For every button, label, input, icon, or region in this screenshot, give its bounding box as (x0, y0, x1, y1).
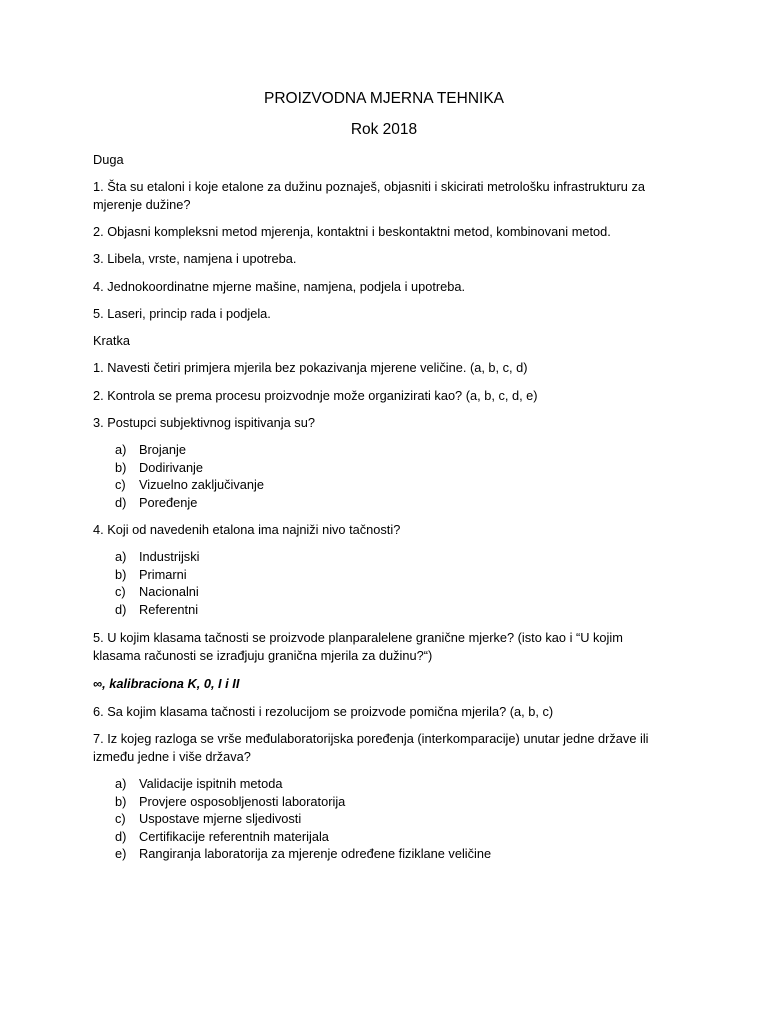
short-question-5-line-1: 5. U kojim klasama tačnosti se proizvode planparalelene granične mjerke? (isto kao i “U kojim (93, 630, 623, 645)
long-question-4: 4. Jednokoordinatne mjerne mašine, namjena, podjela i upotreba. (93, 279, 466, 294)
option-label: c) (115, 811, 126, 826)
short-question-7-line-2: između jedne i više država? (93, 749, 251, 764)
short-question-7-line-1: 7. Iz kojeg razloga se vrše međulaboratorijska poređenja (interkomparacije) unutar jedne države ili (93, 731, 649, 746)
short-question-1: 1. Navesti četiri primjera mjerila bez pokazivanja mjerene veličine. (a, b, c, d) (93, 360, 528, 375)
option-text: Nacionalni (139, 584, 199, 599)
option-list-item (115, 828, 329, 846)
option-list-item (115, 601, 198, 619)
option-label: a) (115, 549, 127, 564)
option-text: Validacije ispitnih metoda (139, 776, 283, 791)
option-list-item (115, 459, 203, 477)
short-question-2: 2. Kontrola se prema procesu proizvodnje može organizirati kao? (a, b, c, d, e) (93, 388, 538, 403)
section-heading-long: Duga (93, 152, 124, 167)
option-text: Industrijski (139, 549, 200, 564)
option-label: d) (115, 602, 127, 617)
option-text: Brojanje (139, 442, 186, 457)
option-text: Poređenje (139, 495, 198, 510)
option-label: e) (115, 846, 127, 861)
option-label: a) (115, 442, 127, 457)
option-label: d) (115, 829, 127, 844)
option-text: Referentni (139, 602, 199, 617)
option-label: b) (115, 567, 127, 582)
short-question-3: 3. Postupci subjektivnog ispitivanja su? (93, 415, 315, 430)
option-text: Dodirivanje (139, 460, 204, 475)
option-list-item (115, 548, 199, 566)
option-text: Certifikacije referentnih materijala (139, 829, 329, 844)
option-label: d) (115, 495, 127, 510)
option-list-item (115, 441, 186, 459)
option-list-item (115, 494, 197, 512)
option-text: Rangiranja laboratorija za mjerenje određene fiziklane veličine (139, 846, 492, 861)
long-question-3: 3. Libela, vrste, namjena i upotreba. (93, 251, 297, 266)
option-list-item (115, 476, 264, 494)
long-question-1-line-1: 1. Šta su etaloni i koje etalone za dužinu poznaješ, objasniti i skicirati metrološku infrastrukturu za (93, 179, 645, 194)
option-list-item (115, 775, 282, 793)
option-label: c) (115, 584, 126, 599)
option-label: b) (115, 794, 127, 809)
option-list-item (115, 793, 345, 811)
short-question-5-line-2: klasama računosti se izrađjuju granična mjerila za dužinu?“) (93, 648, 433, 663)
long-question-1-line-2: mjerenje dužine? (93, 197, 191, 212)
short-question-5-answer: ∞, kalibraciona K, 0, I i II (93, 676, 240, 691)
document-subtitle: Rok 2018 (350, 121, 418, 138)
document-title: PROIZVODNA MJERNA TEHNIKA (263, 90, 504, 107)
option-label: a) (115, 776, 127, 791)
short-question-6: 6. Sa kojim klasama tačnosti i rezolucijom se proizvode pomična mjerila? (a, b, c) (93, 704, 554, 719)
option-text: Vizuelno zaključivanje (139, 477, 264, 492)
option-list-item (115, 566, 187, 584)
option-list-item (115, 845, 491, 863)
long-question-5: 5. Laseri, princip rada i podjela. (93, 306, 271, 321)
option-text: Primarni (139, 567, 187, 582)
option-label: b) (115, 460, 127, 475)
option-list-item (115, 583, 199, 601)
short-question-4: 4. Koji od navedenih etalona ima najniži nivo tačnosti? (93, 522, 401, 537)
option-list-item (115, 810, 301, 828)
long-question-2: 2. Objasni kompleksni metod mjerenja, kontaktni i beskontaktni metod, kombinovani metod. (93, 224, 611, 239)
option-text: Provjere osposobljenosti laboratorija (139, 794, 346, 809)
option-label: c) (115, 477, 126, 492)
section-heading-short: Kratka (93, 333, 130, 348)
option-text: Uspostave mjerne sljedivosti (139, 811, 302, 826)
